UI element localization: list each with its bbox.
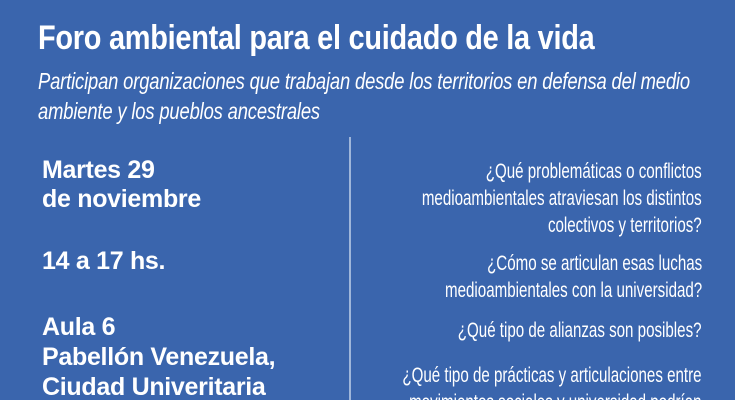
event-time	[42, 247, 165, 276]
question-line: ¿Cómo se articulan esas luchas	[486, 252, 702, 275]
column-divider	[349, 137, 351, 400]
location-line: Ciudad Univeritaria	[42, 373, 266, 401]
question-line: ¿Qué tipo de prácticas y articulaciones entre	[402, 364, 702, 387]
question-line: medioambientales atraviesan los distintos	[422, 187, 702, 210]
question-line: movimientos sociales y universidad podrían	[409, 391, 702, 414]
date-line: Martes 29	[42, 156, 155, 184]
location-line: Pabellón Venezuela,	[42, 343, 276, 371]
question-item	[445, 250, 702, 304]
question-line: medioambientales con la universidad?	[444, 279, 702, 302]
question-line: ¿Qué problemáticas o conflictos	[486, 160, 702, 183]
date-line: de noviembre	[42, 185, 201, 213]
event-location	[42, 312, 275, 402]
event-title: Foro ambiental para el cuidado de la vida	[38, 19, 595, 57]
question-line: ¿Qué tipo de alianzas son posibles?	[458, 319, 702, 342]
event-subtitle	[38, 66, 690, 126]
question-item	[403, 362, 702, 416]
event-date	[42, 156, 201, 214]
subtitle-line: Participan organizaciones que trabajan desde los territorios en defensa del medio	[38, 68, 690, 94]
question-item	[422, 158, 702, 239]
question-item	[458, 317, 702, 344]
time-line: 14 a 17 hs.	[42, 247, 166, 275]
subtitle-line: ambiente y los pueblos ancestrales	[38, 98, 320, 124]
question-line: colectivos y territorios?	[548, 214, 702, 237]
location-line: Aula 6	[42, 313, 116, 341]
